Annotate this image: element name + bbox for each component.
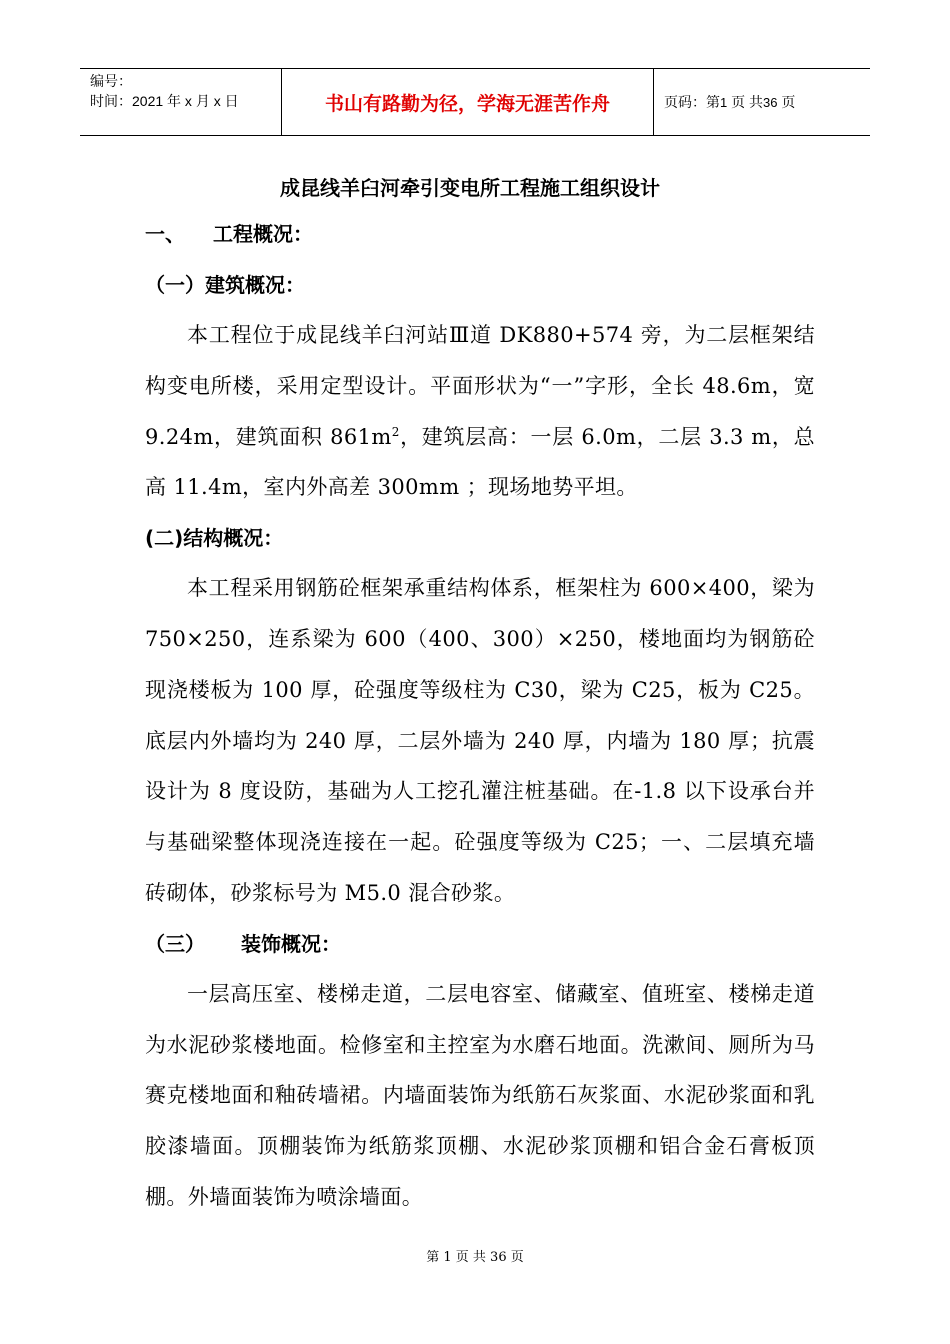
page-number-label <box>664 92 870 112</box>
time-label: 时间：2021 年 x 月 x 日 <box>90 93 239 109</box>
document-title: 成昆线羊臼河牵引变电所工程施工组织设计 <box>280 176 660 200</box>
page-label-prefix: 页码：第 <box>664 94 720 110</box>
header-page-info <box>654 69 870 135</box>
section-title: 工程概况： <box>213 222 313 246</box>
page-total: 36 <box>763 95 778 110</box>
number-label: 编号： <box>90 73 132 89</box>
page-footer: 第 1 页 共 36 页 <box>426 1250 524 1265</box>
paragraph-decoration: 一层高压室、楼梯走道，二层电容室、储藏室、值班室、楼梯走道为水泥砂浆楼地面。检修室和主控室为水磨石地面。洗漱间、厕所为马赛克楼地面和釉砖墙裙。内墙面装饰为纸筋石灰浆面、水泥砂浆面和乳胶漆墙面。顶棚装饰为纸筋浆顶棚、水泥砂浆顶棚和铝合金石膏板顶棚。外墙面装饰为喷涂墙面。 <box>145 981 815 1209</box>
header-motto-cell <box>282 69 654 135</box>
section-heading <box>145 208 815 260</box>
page-current: 1 <box>720 95 728 110</box>
page-label-suffix: 页 <box>781 94 796 110</box>
subsection-heading-decoration <box>145 919 815 969</box>
page-label-mid: 页 共 <box>731 94 764 110</box>
paragraph-building <box>145 310 815 513</box>
subsection-title: (二)结构概况： <box>145 526 284 551</box>
document-body <box>145 168 815 1223</box>
subsection-title: （一）建筑概况： <box>145 273 305 297</box>
section-index: 一、 <box>145 222 185 246</box>
page-header <box>80 68 870 136</box>
subsection-index: （三） <box>145 931 205 956</box>
header-meta <box>80 69 282 135</box>
paragraph-text: 本工程位于成昆线羊臼河站Ⅲ道 DK880+574 旁，为二层框架结构变电所楼，采用定型设计。平面形状为“一”字形，全长 48.6m，宽 9.24m，建筑面积 861m <box>145 323 815 449</box>
subsection-title: 装饰概况： <box>241 931 341 956</box>
paragraph-text: ，建筑层高：一层 6.0m，二层 3.3 m，总高 11.4m，室内外高差 300mm ；现场地势平坦。 <box>145 424 815 500</box>
subsection-heading-building <box>145 260 815 310</box>
paragraph-structure: 本工程采用钢筋砼框架承重结构体系，框架柱为 600×400，梁为 750×250，连系梁为 600（400、300）×250，楼地面均为钢筋砼现浇楼板为 100 厚，砼强度等级柱为 C30，梁为 C25，板为 C25。底层内外墙均为 240 厚，二层外墙为 240 厚，内墙为 180 厚；抗震设计为 8 度设防，基础为人工挖孔灌注桩基础。在-1.8 以下设承台并与基础梁整体现浇连接在一起。砼强度等级为 C25；一、二层填充墙砖砌体，砂浆标号为 M5.0 混合砂浆。 <box>145 576 815 905</box>
subsection-heading-structure <box>145 513 815 563</box>
header-motto: 书山有路勤为径，学海无涯苦作舟 <box>324 92 610 115</box>
superscript: 2 <box>391 424 400 439</box>
